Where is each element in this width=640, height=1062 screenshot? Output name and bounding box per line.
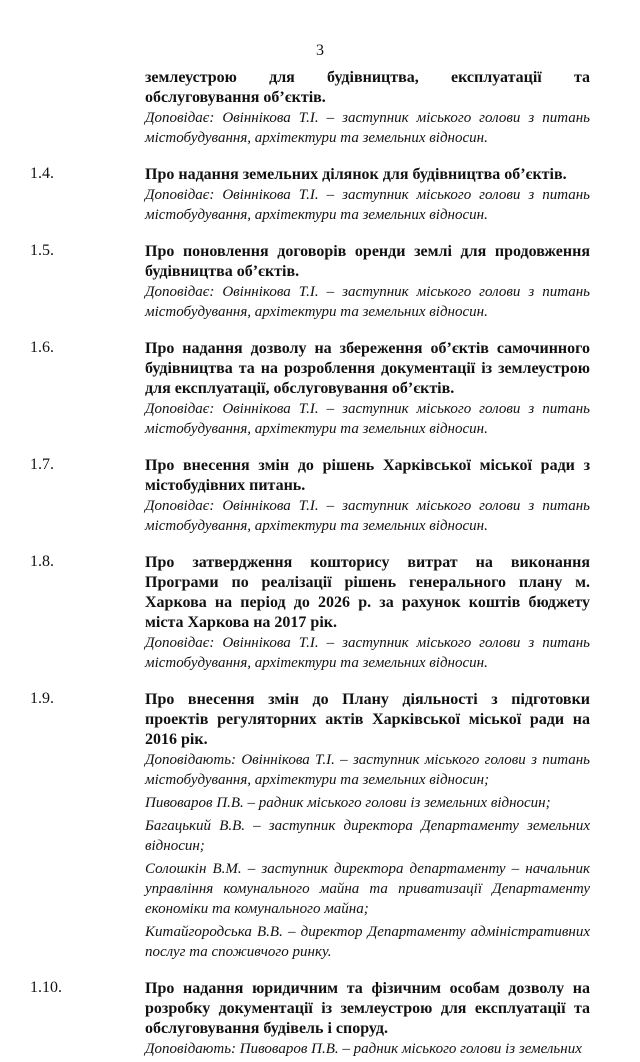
item-gap [80,442,590,456]
speaker-line: Доповідає: Овіннікова Т.І. – заступник міського голови з питань містобудування, архітектури та земельних відносин. [145,110,590,146]
item-speakers [145,399,590,439]
agenda-item [80,68,590,148]
agenda-item [30,242,590,322]
item-gap [80,151,590,165]
item-speakers [145,633,590,673]
item-gap [80,676,590,690]
speaker-line: Солошкін В.М. – заступник директора департаменту – начальник управління комунального майна та приватизації Департаменту економіки та комунального майна; [145,861,590,917]
item-gap [80,228,590,242]
item-number: 1.6. [30,339,54,356]
item-speakers [145,108,590,148]
speaker-line: Пивоваров П.В. – радник міського голови із земельних відносин; [145,795,551,811]
speaker-line: Доповідають: Овіннікова Т.І. – заступник міського голови з питань містобудування, архітектури та земельних відносин; [145,752,590,788]
agenda-item [30,553,590,673]
speaker-line: Доповідає: Овіннікова Т.І. – заступник міського голови з питань містобудування, архітектури та земельних відносин. [145,187,590,223]
item-number: 1.4. [30,165,54,182]
item-number: 1.8. [30,553,54,570]
agenda-list [30,68,590,1062]
item-title: Про внесення змін до рішень Харківської міської ради з містобудівних питань. [145,457,590,494]
item-title: Про внесення змін до Плану діяльності з підготовки проектів регуляторних актів Харківської міської ради на 2016 рік. [145,691,590,748]
speaker-line: Доповідає: Овіннікова Т.І. – заступник міського голови з питань містобудування, архітектури та земельних відносин. [145,635,590,671]
item-title: Про поновлення договорів оренди землі для продовження будівництва об’єктів. [145,243,590,280]
item-title: землеустрою для будівництва, експлуатації та обслуговування об’єктів. [145,69,590,106]
item-number: 1.9. [30,690,54,707]
page-number: 3 [316,42,324,59]
item-number: 1.10. [30,979,62,996]
item-speakers [145,750,590,962]
speaker-line: Доповідає: Овіннікова Т.І. – заступник міського голови з питань містобудування, архітектури та земельних відносин. [145,401,590,437]
agenda-item [30,339,590,439]
item-speakers [145,1039,590,1059]
item-title: Про надання дозволу на збереження об’єктів самочинного будівництва та на розроблення документації із землеустрою для експлуатації, обслуговування об’єктів. [145,340,590,397]
item-speakers [145,185,590,225]
item-number: 1.7. [30,456,54,473]
agenda-item [30,456,590,536]
item-title: Про затвердження кошторису витрат на виконання Програми по реалізації рішень генерального плану м. Харкова на період до 2026 р. за рахунок коштів бюджету міста Харкова на 2017 рік. [145,554,590,631]
item-gap [80,325,590,339]
speaker-line: Доповідають: Пивоваров П.В. – радник міського голови із земельних [145,1041,582,1057]
agenda-item [30,979,590,1059]
speaker-line: Доповідає: Овіннікова Т.І. – заступник міського голови з питань містобудування, архітектури та земельних відносин. [145,498,590,534]
agenda-item [30,690,590,962]
speaker-line: Китайгородська В.В. – директор Департаменту адміністративних послуг та споживчого ринку. [145,924,590,960]
speaker-line: Доповідає: Овіннікова Т.І. – заступник міського голови з питань містобудування, архітектури та земельних відносин. [145,284,590,320]
item-number: 1.5. [30,242,54,259]
agenda-item [30,165,590,225]
speaker-line: Багацький В.В. – заступник директора Департаменту земельних відносин; [145,818,590,854]
item-speakers [145,496,590,536]
item-gap [80,965,590,979]
item-speakers [145,282,590,322]
item-gap [80,539,590,553]
item-title: Про надання юридичним та фізичним особам дозволу на розробку документації із землеустрою для експлуатації та обслуговування будівель і споруд. [145,980,590,1037]
item-title: Про надання земельних ділянок для будівництва об’єктів. [145,166,567,183]
